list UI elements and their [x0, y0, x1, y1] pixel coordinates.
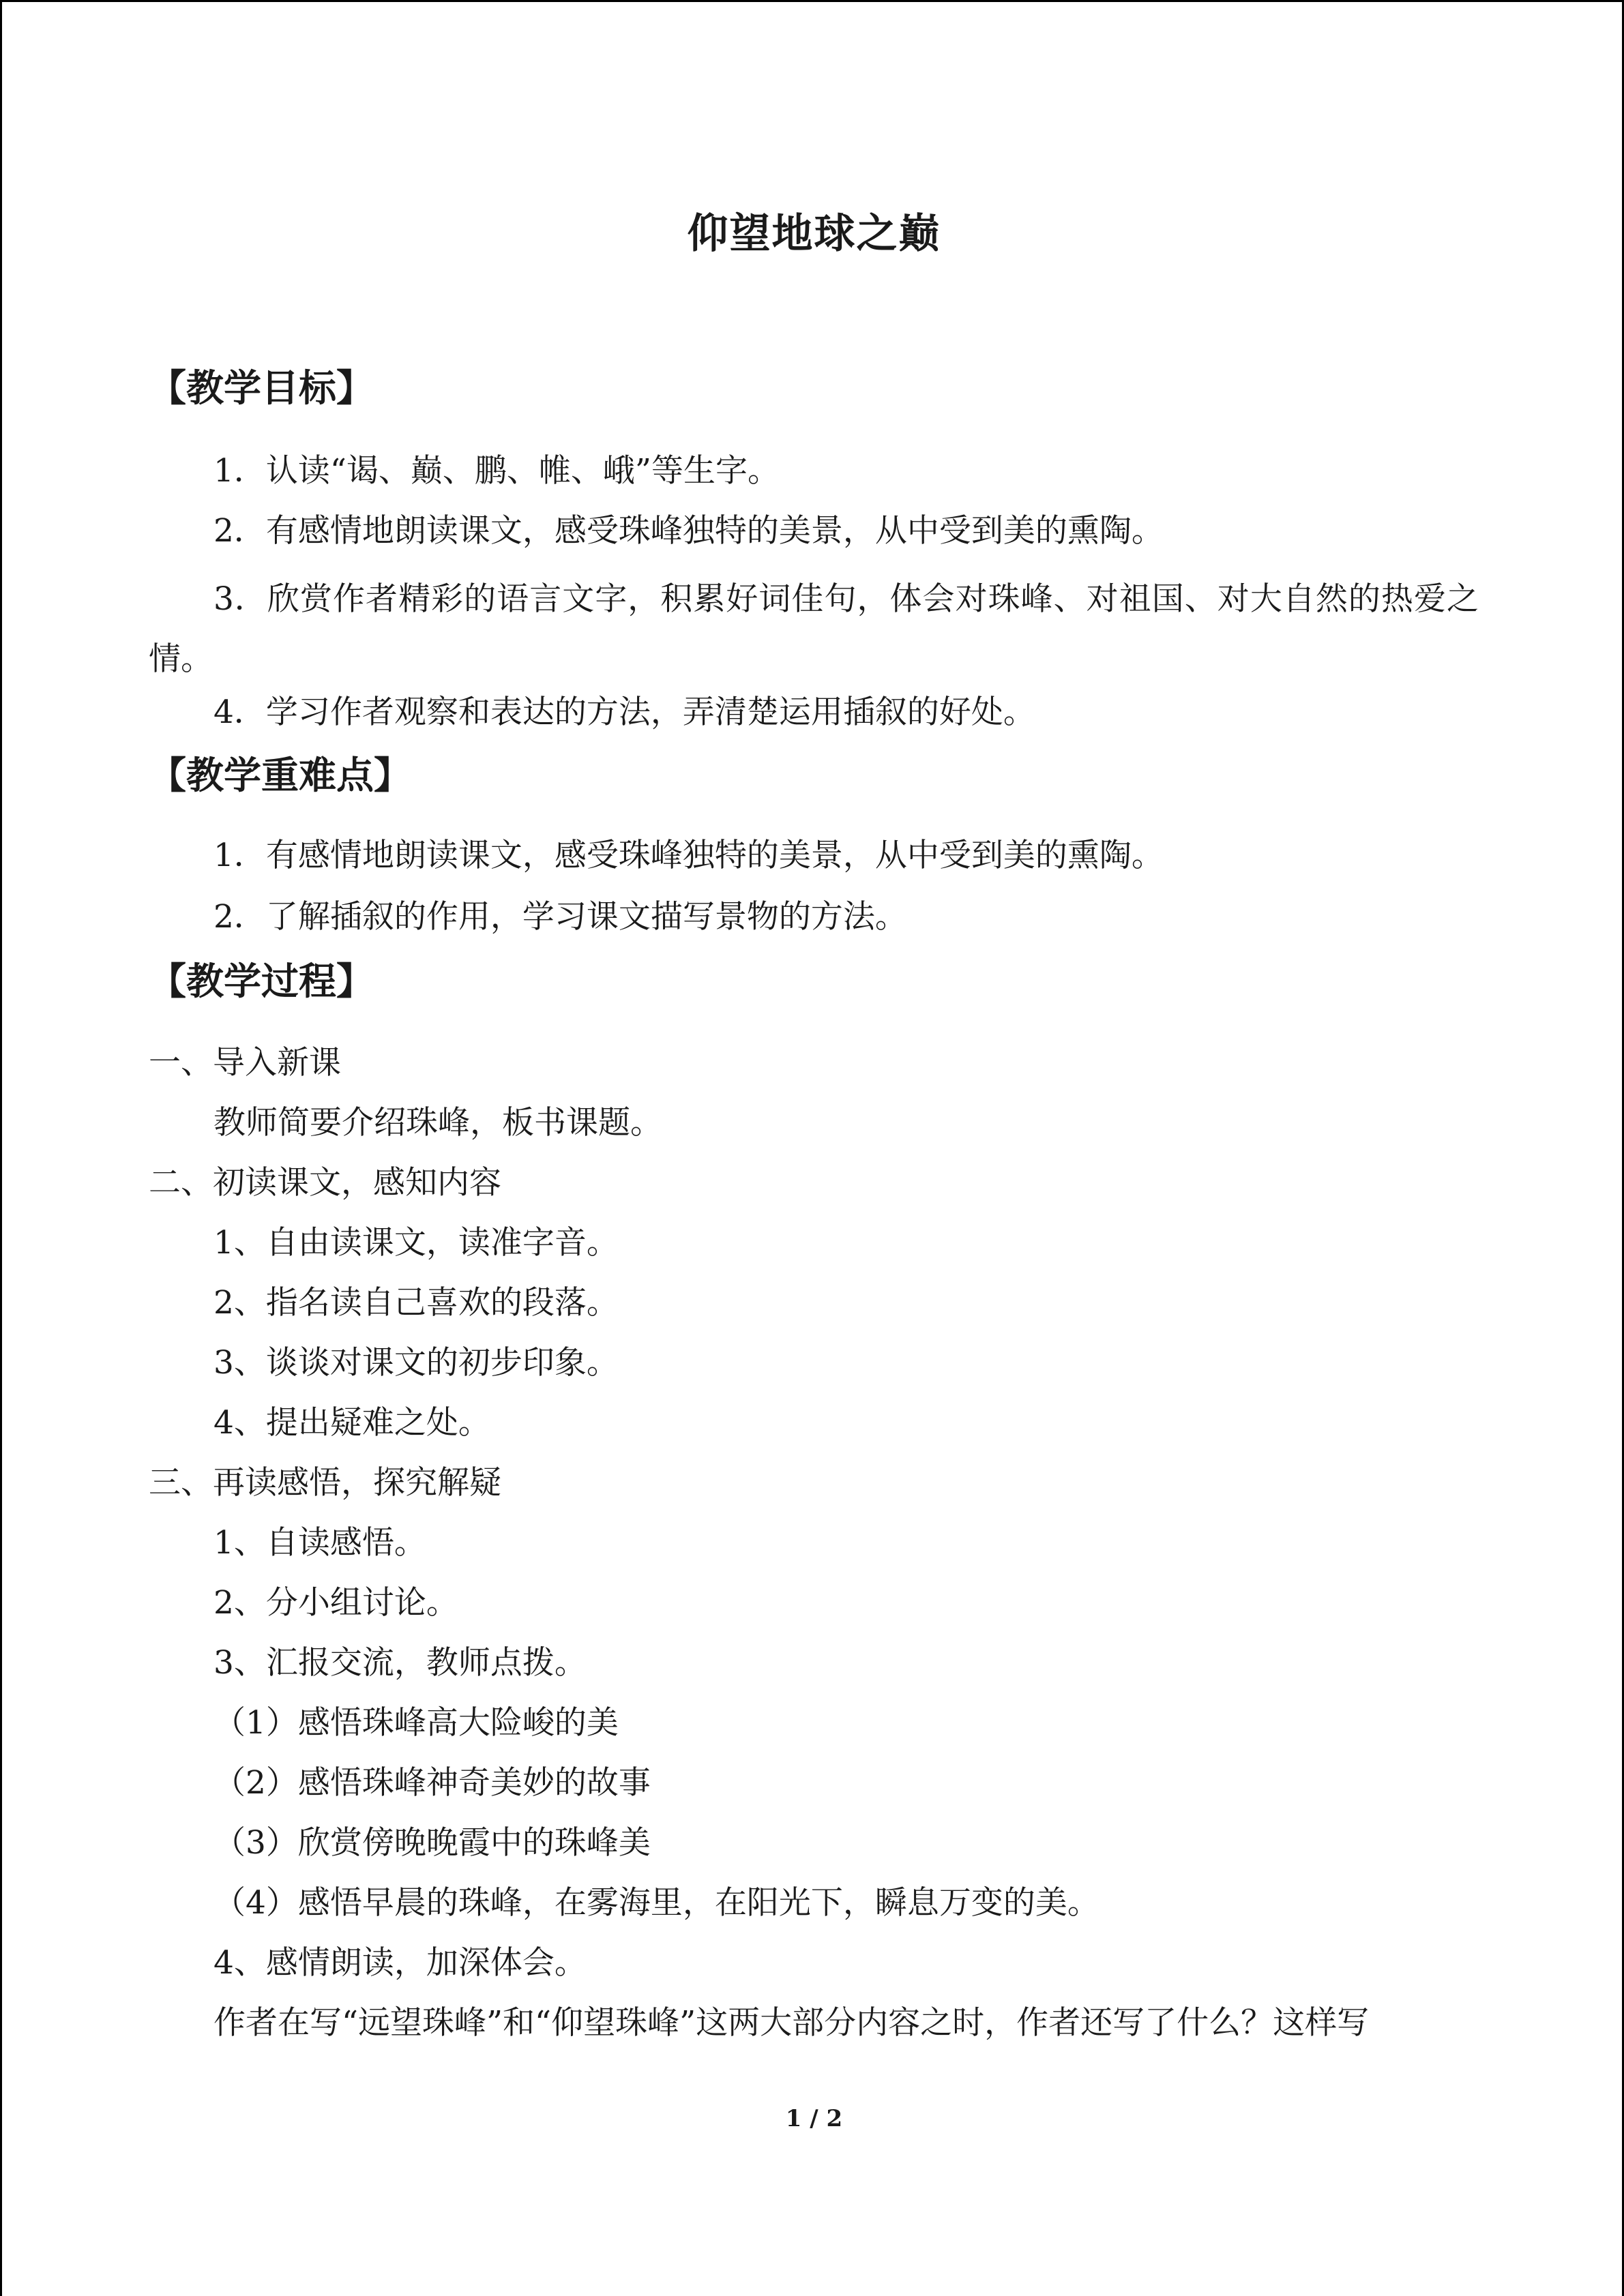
page-number: 1 / 2 — [785, 2105, 843, 2132]
objective-item: 1．认读“谒、巅、鹏、帷、峨”等生字。 — [213, 452, 780, 490]
process-line: 1、自由读课文，读准字音。 — [213, 1224, 619, 1262]
process-part-title: 二、初读课文，感知内容 — [149, 1164, 501, 1202]
process-line: 3、谈谈对课文的初步印象。 — [213, 1344, 619, 1382]
key-point-item: 1．有感情地朗读课文，感受珠峰独特的美景，从中受到美的熏陶。 — [213, 837, 1164, 874]
process-subline: （4）感悟早晨的珠峰，在雾海里，在阳光下，瞬息万变的美。 — [213, 1884, 1099, 1922]
process-part-title: 三、再读感悟，探究解疑 — [149, 1464, 501, 1502]
process-subline: （1）感悟珠峰高大险峻的美 — [213, 1704, 619, 1742]
section-heading-key-points: 【教学重难点】 — [149, 753, 412, 797]
process-subline: （3）欣赏傍晚晚霞中的珠峰美 — [213, 1824, 651, 1862]
process-line: 4、感情朗读，加深体会。 — [213, 1944, 587, 1982]
section-heading-process: 【教学过程】 — [149, 959, 374, 1003]
process-part-title: 一、导入新课 — [149, 1044, 341, 1082]
process-subline: （2）感悟珠峰神奇美妙的故事 — [213, 1764, 651, 1802]
process-line: 作者在写“远望珠峰”和“仰望珠峰”这两大部分内容之时，作者还写了什么？这样写 — [213, 2004, 1370, 2042]
objective-item: 3．欣赏作者精彩的语言文字，积累好词佳句，体会对珠峰、对祖国、对大自然的热爱之情。 — [149, 580, 1479, 678]
objective-item: 4．学习作者观察和表达的方法，弄清楚运用插叙的好处。 — [213, 694, 1035, 731]
process-line: 教师简要介绍珠峰，板书课题。 — [213, 1104, 662, 1142]
objective-item: 2．有感情地朗读课文，感受珠峰独特的美景，从中受到美的熏陶。 — [213, 512, 1164, 550]
document-title: 仰望地球之巅 — [687, 210, 941, 258]
process-line: 3、汇报交流，教师点拨。 — [213, 1644, 587, 1682]
process-line: 2、分小组讨论。 — [213, 1584, 458, 1622]
process-line: 4、提出疑难之处。 — [213, 1404, 490, 1442]
section-heading-objectives: 【教学目标】 — [149, 366, 374, 410]
process-line: 2、指名读自己喜欢的段落。 — [213, 1284, 619, 1322]
key-point-item: 2．了解插叙的作用，学习课文描写景物的方法。 — [213, 898, 907, 936]
process-line: 1、自读感悟。 — [213, 1524, 426, 1562]
